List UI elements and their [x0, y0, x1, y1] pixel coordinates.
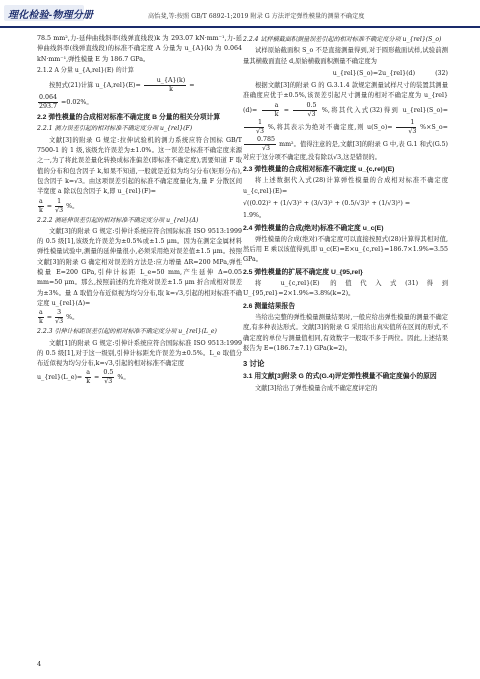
- equation-line: $\frac{a}{k}$ = $\frac{3}{√3}$ %。: [38, 309, 79, 326]
- section-heading: 3.1 用文献[3]附录 G 的式(G.4)评定弹性模量不确定度偏小的原因: [243, 373, 437, 381]
- section-heading: 2.2 弹性模量的合成相对标准不确定度 B 分量的相关分项计算: [37, 114, 221, 122]
- section-heading: 3 讨论: [243, 359, 265, 369]
- page-header: [0, 0, 480, 30]
- paragraph: 弹性模量的合成(绝对)不确定度可以直接按照式(28)计算得其相对值,然后用 E 乘以该值得到,即 u_c(E)=E×u_{c,rel}=186.7×1.9%=3.55 GPa。: [243, 235, 448, 264]
- paragraph: 文献[1]的附录 G 规定:引伸计系统应符合国际标准 ISO 9513:1999 的 0.5 级[1],对于这一级别,引伸计标距允许误差为±0.5%。L_e 取值分布近似视为均匀分布,k=√3,引起的相对标准不确定度: [37, 339, 242, 368]
- journal-logo: 理化检验-物理分册: [8, 10, 94, 21]
- paragraph: 文献[3]的附录 G 规定:拉伸试验机的测力系统应符合国标 GB/T 7500-1 的 1 级,该级允许误差为±1.0%。这一误差是标准不确定度来源之一,为了将此误差量化转换成标准偏差(即标准不确定度),需要知道 F 取值的分布和包含因子 k,如果不知道,一般就是近似为均匀分布(矩形分布),包含因子 k=√3。由这项误差引起的标准不确定度量化为,量 F 分散区间半宽度 a 除以包含因子 k,即 u_{rel}(F)=: [37, 136, 242, 196]
- page-number: 4: [37, 660, 42, 668]
- equation-line: 1.9%。: [243, 212, 266, 220]
- equation-line: √((0.02)² + (1/√3)² + (3/√3)² + (0.5/√3)² + (1/√3)²) =: [243, 199, 411, 207]
- subsection-heading: 2.2.1 测力误差引起的相对标准不确定度分项 u_{rel}(F): [37, 125, 193, 133]
- paragraph: 试样原始截面积 S_o 不是直接测量得到,对于圆形截面试样,试验前测量其横截面直径 d,原始横截面积测量不确定度为: [243, 47, 448, 65]
- equation-line: $\frac{a}{k}$ = $\frac{1}{√3}$ %。: [38, 197, 79, 214]
- subsection-heading: 2.2.4 试样横截面积测量误差引起的相对标准不确定度分项 u_{rel}(S_o): [243, 36, 442, 43]
- subsection-heading: 2.1.2 A 分量 u_{A,rel}(E) 的计算: [37, 66, 134, 74]
- equation-line: u_{rel}(L_e)= $\frac{a}{k}$ = $\frac{0.5}{√3}$ %。: [37, 369, 130, 386]
- section-heading: 2.4 弹性模量的合成(绝对)标准不确定度 u_c(E): [243, 224, 384, 232]
- section-heading: 2.5 弹性模量的扩展不确定度 U_{95,rel}: [243, 268, 363, 276]
- paragraph: 将 u_{c,rel}(E) 的值代入式(31)得到 U_{95,rel}=2×1.9%=3.8%(k=2)。: [243, 280, 448, 298]
- right-column: [243, 34, 448, 394]
- paragraph: 文献[3]的附录 G 规定:引伸计系统应符合国际标准 ISO 9513:1999 的 0.5 级[1],该级允许误差为±0.5%或±1.5 μm。因为在测定金属材料弹性模量试验中,测量的延伸量很小,必须采用绝对误差值±1.5 μm。按照文献[3]的附录 G 确定相对误差的方法是:应力增量 ΔR=200 MPa,弹性模量 E=200 GPa,引伸计标距 L_e=50 mm,产生延伸 Δ=0.05 mm=50 μm。那么,按照前述的允许绝对误差±1.5 μm 折合成相对误差为±3%。量 Δ 取值分布近似视为均匀分布,取 k=√3,引起的相对标准不确定度 u_{rel}(Δ)=: [37, 227, 242, 307]
- paragraph: 78.5 mm²,力-延伸曲线斜率(线弹直线段)k 为 293.07 kN·mm⁻¹,力-延伸曲线斜率(线弹直线段)的标准不确定度 A 分量为 u_{A}(k) 为 0.064 kN·mm⁻¹,弹性模量 E 为 186.7 GPa。: [37, 35, 242, 63]
- subsection-heading: 2.2.3 引伸计标距误差引起的相对标准不确定度分项 u_{rel}(L_e): [37, 328, 217, 336]
- header-rule: [0, 26, 480, 28]
- paragraph: 根据文献[3]的附录 G 的 G.3.1.4 款规定测量试样尺寸的装置其测量准确度应优于±0.5%,该误差引起尺寸测量的相对不确定度为 u_{rel}(d)= $\frac{a}{k}$ = $\frac{0.5}{√3}$ %,将其代入式(32)得到 u_{rel}(S_o)= $\frac{1}{√3}$ %,将其表示为绝对不确定度,则 u(S_o)= $\frac{1}{√3}$ %×S_o= $\frac{0.785}{√3}$ mm²。值得注意的是,文献[3]的附录 G 中,表 G.1 和式(G.5)对应于这分项不确定度,没有除以√3,这是错误的。: [243, 82, 448, 161]
- paragraph: 文献[3]给出了弹性模量合成不确定度评定的: [255, 384, 378, 392]
- equation-line: $\frac{0.064}{293.7}$ =0.02%。: [39, 94, 93, 111]
- left-column: [37, 34, 242, 386]
- section-heading: 2.6 测量结果报告: [243, 302, 296, 310]
- subsection-heading: 2.2.2 测延伸误差引起的相对标准不确定度分项 u_{rel}(Δ): [37, 216, 199, 224]
- section-heading: 2.3 弹性模量的合成相对标准不确定度 u_{c,rel}(E): [243, 166, 395, 174]
- equation-32: u_{rel}(S_o)=2u_{rel}(d) (32): [332, 69, 448, 77]
- running-title: 高怡斐,等:按照 GB/T 6892-1;2019 附录 G 方法评定弹性模量的测量不确定度: [148, 13, 365, 20]
- paragraph: 将上述数据代入式(28)计算弹性模量的合成相对标准不确定度 u_{c,rel}(E)=: [243, 177, 448, 195]
- paragraph: 当给出完整的弹性模量测量结果时,一般应给出弹性模量的测量不确定度,有多种表达形式。文献[3]的附录 G 采用给出真实值所在区间的形式,不确定度的单位与测量值相同,有效数字一般取不多于两位。因此,上述结果报告为 E=(186.7±7.1) GPa(k=2)。: [243, 313, 448, 352]
- equation-line: 按照式(21)计算 u_{A,rel}(E)= $\frac{u\_\{A\}(k)}{k}$ =: [49, 77, 195, 94]
